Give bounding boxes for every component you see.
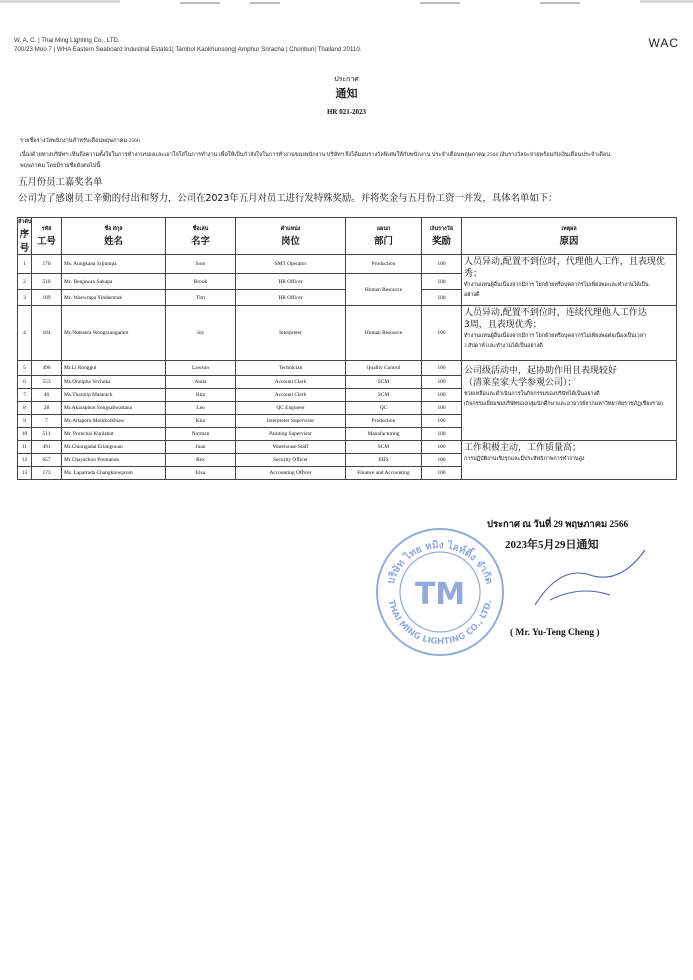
cell-id: 109 — [32, 290, 62, 306]
signer-name: ( Mr. Yu-Teng Cheng ) — [510, 628, 600, 638]
cell-id: 657 — [32, 454, 62, 467]
cell-nickname: Rex — [166, 454, 236, 467]
cell-reward: 100 — [422, 290, 462, 306]
reason-text: 工作积极主动，工作质量高； — [464, 443, 582, 453]
cell-position: SMT Operator — [236, 255, 346, 274]
cell-nickname: Anita — [166, 376, 236, 389]
company-logo: WAC — [648, 36, 679, 50]
reason-text: (กิจกรรมเยี่ยมชมบริษัทของกลุ่มนักศึกษาและอาจารย์จากมหาวิทยาลัยราชภัฏเชียงราย) — [464, 401, 663, 407]
header-nickname: ชื่อเล่น 名字 — [166, 218, 236, 255]
cell-name: Ms. Lapatrada Changklowprom — [62, 467, 166, 480]
cell-no: 7 — [18, 389, 32, 402]
cell-id: 173 — [32, 467, 62, 480]
reason-text: ทำงานแทนผู้อื่นเนื่องจากมีการ โยกย้ายหรือบุคลากรไม่เพียงพอต่อเนื่องเป็นเวลา — [464, 333, 647, 339]
cell-name: Mr.Chiongadai Eriangnoan — [62, 441, 166, 454]
cell-no: 12 — [18, 454, 32, 467]
header-department: แผนก 部门 — [346, 218, 422, 255]
cell-reward: 100 — [422, 415, 462, 428]
cell-id: 184 — [32, 306, 62, 361]
cell-department: SCM — [346, 376, 422, 389]
company-address: 700/23 Moo 7 | WHA Eastern Seaboard Industrial Estate1| Tambol Kaokhunsong| Amphur Sriracha | Chonburi| Thailand 20110. — [14, 46, 362, 53]
cell-name: Ms.Nutsaera Wongraungaram — [62, 306, 166, 361]
cell-reward: 100 — [422, 428, 462, 441]
cell-reward: 100 — [422, 376, 462, 389]
reason-text: 3周，且表现优秀； — [464, 320, 542, 330]
cell-id: 553 — [32, 376, 62, 389]
cell-department: Human Resource — [346, 306, 422, 361]
table-row — [18, 306, 677, 361]
scan-marks — [0, 0, 693, 12]
cell-reward: 100 — [422, 454, 462, 467]
header-reward: เงินรางวัล 奖励 — [422, 218, 462, 255]
cell-position: HR Officer — [236, 274, 346, 290]
reason-text: ช่วยเหลือเเละดำเนินการในกิจกรรมของบริษัทได้เป็นอย่างดี — [464, 391, 600, 397]
cell-department: SCM — [346, 441, 422, 454]
table-row — [18, 255, 677, 274]
signature — [530, 545, 650, 615]
seal-text-bottom: THAI MING LIGHTING CO., LTD. — [385, 598, 495, 648]
intro-thai-body: เนื่องด้วยทางบริษัทฯ เห็นถึงความตั้งใจในการทำงานของเเละเอาใจใส่ในการทำงาน เพื่อให้เป็นกำลังใจในการทำงานของพนักงาน บริษัทฯ จึงได้มอบรางวัลพิเศษให้กับพนักงาน ประจำเดือนพฤษภาคม 2566 เงินรางวัลจะจ่ายพร้อมกับเงินเดือนประจำเดือน — [20, 152, 611, 158]
cell-nickname: Rita — [166, 389, 236, 402]
cell-nickname: Kim — [166, 415, 236, 428]
cell-name: Mr.Chayachon Premanon — [62, 454, 166, 467]
intro-chinese-title: 五月份员工嘉奖名单 — [18, 177, 103, 188]
company-line-1: W. A. C. | Thai Ming Lighting Co., LTD. — [14, 37, 120, 44]
cell-position: Account Clerk — [236, 389, 346, 402]
cell-name: Mr.Li Ronggui — [62, 361, 166, 376]
cell-id: 46 — [32, 389, 62, 402]
notice-title-thai: ประกาศ — [334, 75, 359, 83]
cell-reward: 100 — [422, 361, 462, 376]
cell-position: Interpreter Supervisor — [236, 415, 346, 428]
cell-no: 1 — [18, 255, 32, 274]
cell-department: SCM — [346, 389, 422, 402]
cell-department: Production — [346, 255, 422, 274]
cell-id: 491 — [32, 441, 62, 454]
cell-no: 13 — [18, 467, 32, 480]
cell-position: Security Officer — [236, 454, 346, 467]
cell-department: Finance and Accounting — [346, 467, 422, 480]
cell-department: Human Resource — [346, 274, 422, 306]
table-row — [18, 441, 677, 454]
cell-nickname: Lawson — [166, 361, 236, 376]
cell-reward: 100 — [422, 306, 462, 361]
reason-text: การปฏิบัติงานเชิงรุกและมีประสิทธิภาพการทำงานสูง — [464, 456, 585, 462]
seal-text-top: บริษัท ไทย หมิง ไลท์ติ้ง จำกัด — [385, 539, 495, 586]
reason-text: อย่างดี — [464, 292, 480, 298]
cell-name: Ms.Onnipha Yechoka — [62, 376, 166, 389]
cell-id: 28 — [32, 402, 62, 415]
cell-nickname: Som — [166, 255, 236, 274]
intro-chinese-body: 公司为了感谢员工辛勤的付出和努力，公司在2023年五月对员工进行发特殊奖励。并将奖金与五月份工资一并发，具体名单如下： — [18, 193, 558, 204]
cell-department: Production — [346, 415, 422, 428]
cell-no: 10 — [18, 428, 32, 441]
company-seal — [370, 522, 510, 662]
cell-id: 170 — [32, 255, 62, 274]
cell-reward: 100 — [422, 467, 462, 480]
table-header-row — [18, 218, 677, 255]
reason-text: 3 สัปดาห์ เเละทำงานได้เป็นอย่างดี — [464, 343, 543, 349]
cell-name: Ms.Tharntip Matarach — [62, 389, 166, 402]
cell-department: EHS — [346, 454, 422, 467]
cell-name: Ms. Benjawan Sukapa — [62, 274, 166, 290]
intro-thai-title: รายชื่อรางวัลพนักงานสำหรับเดือนพฤษภาคม 2566 — [20, 138, 140, 144]
cell-reward: 100 — [422, 402, 462, 415]
reason-group-4 — [462, 441, 677, 480]
cell-no: 11 — [18, 441, 32, 454]
cell-nickname: Leo — [166, 402, 236, 415]
cell-no: 8 — [18, 402, 32, 415]
cell-reward: 100 — [422, 274, 462, 290]
header-name: ชื่อ สกุล 姓名 — [62, 218, 166, 255]
table-row — [18, 361, 677, 376]
cell-no: 9 — [18, 415, 32, 428]
document-number: HR 021-2023 — [326, 108, 367, 116]
cell-no: 5 — [18, 361, 32, 376]
reason-text: 秀； — [464, 269, 483, 279]
cell-no: 3 — [18, 290, 32, 306]
reason-group-1 — [462, 255, 677, 306]
cell-nickname: Tim — [166, 290, 236, 306]
reason-text: ทำงานแทนผู้อื่นเนื่องจากมีการ โยกย้ายหรือบุคลากรไม่เพียงพอเเละทำงานได้เป็น — [464, 282, 649, 288]
cell-position: Technician — [236, 361, 346, 376]
cell-no: 2 — [18, 274, 32, 290]
reason-group-3 — [462, 361, 677, 441]
cell-position: Painting Supervisor — [236, 428, 346, 441]
cell-position: QC Engineer — [236, 402, 346, 415]
notice-title-chinese: 通知 — [335, 88, 358, 100]
cell-name: Ms.Attaporn Momkotkhiaw — [62, 415, 166, 428]
header-reason: เหตุผล 原因 — [462, 218, 677, 255]
cell-reward: 100 — [422, 389, 462, 402]
company-info — [14, 36, 362, 54]
cell-name: Mr.Akaraphon Songsabwattana — [62, 402, 166, 415]
seal-mark: TM — [414, 577, 466, 612]
cell-department: Manufacturing — [346, 428, 422, 441]
cell-nickname: Juan — [166, 441, 236, 454]
cell-no: 4 — [18, 306, 32, 361]
reason-group-2 — [462, 306, 677, 361]
cell-department: QC — [346, 402, 422, 415]
cell-no: 6 — [18, 376, 32, 389]
reason-text: 人员异动,配置不到位时，连续代理他人工作达 — [464, 308, 647, 318]
cell-id: 510 — [32, 274, 62, 290]
cell-reward: 100 — [422, 255, 462, 274]
cell-id: 511 — [32, 428, 62, 441]
cell-id: 7 — [32, 415, 62, 428]
header-position: ตำแหน่ง 岗位 — [236, 218, 346, 255]
cell-reward: 100 — [422, 441, 462, 454]
cell-position: Account Clerk — [236, 376, 346, 389]
announcement-date-thai: ประกาศ ณ วันที่ 29 พฤษภาคม 2566 — [487, 520, 629, 530]
reason-text: （清莱皇家大学参观公司）； — [464, 378, 577, 388]
cell-id: 496 — [32, 361, 62, 376]
cell-position: Interpreter — [236, 306, 346, 361]
header-no: ลำดับ 序号 — [18, 219, 32, 254]
cell-name: Ms. Waewrapa Yindeemuk — [62, 290, 166, 306]
cell-position: HR Officer — [236, 290, 346, 306]
cell-position: Accounting Officer — [236, 467, 346, 480]
announcement-date-chinese: 2023年5月29日通知 — [505, 539, 599, 551]
cell-nickname: Norman — [166, 428, 236, 441]
cell-nickname: Joy — [166, 306, 236, 361]
reason-text: 公司级活动中，起协助作用且表现较好 — [464, 366, 618, 376]
cell-position: Warehouse Staff — [236, 441, 346, 454]
reward-table — [17, 217, 677, 480]
cell-nickname: Brook — [166, 274, 236, 290]
cell-name: Mr. Pornchai Kunlabut — [62, 428, 166, 441]
header-id: รหัส 工号 — [32, 218, 62, 255]
intro-thai-body-2: พฤษภาคม โดยมีรายชื่อดังต่อไปนี้ — [20, 163, 101, 169]
cell-department: Quality Control — [346, 361, 422, 376]
reason-text: 人员异动,配置不到位时，代理他人工作，且表现优 — [464, 257, 665, 267]
cell-name: Ms. Aungkana Srijumpa — [62, 255, 166, 274]
cell-nickname: Elsa — [166, 467, 236, 480]
